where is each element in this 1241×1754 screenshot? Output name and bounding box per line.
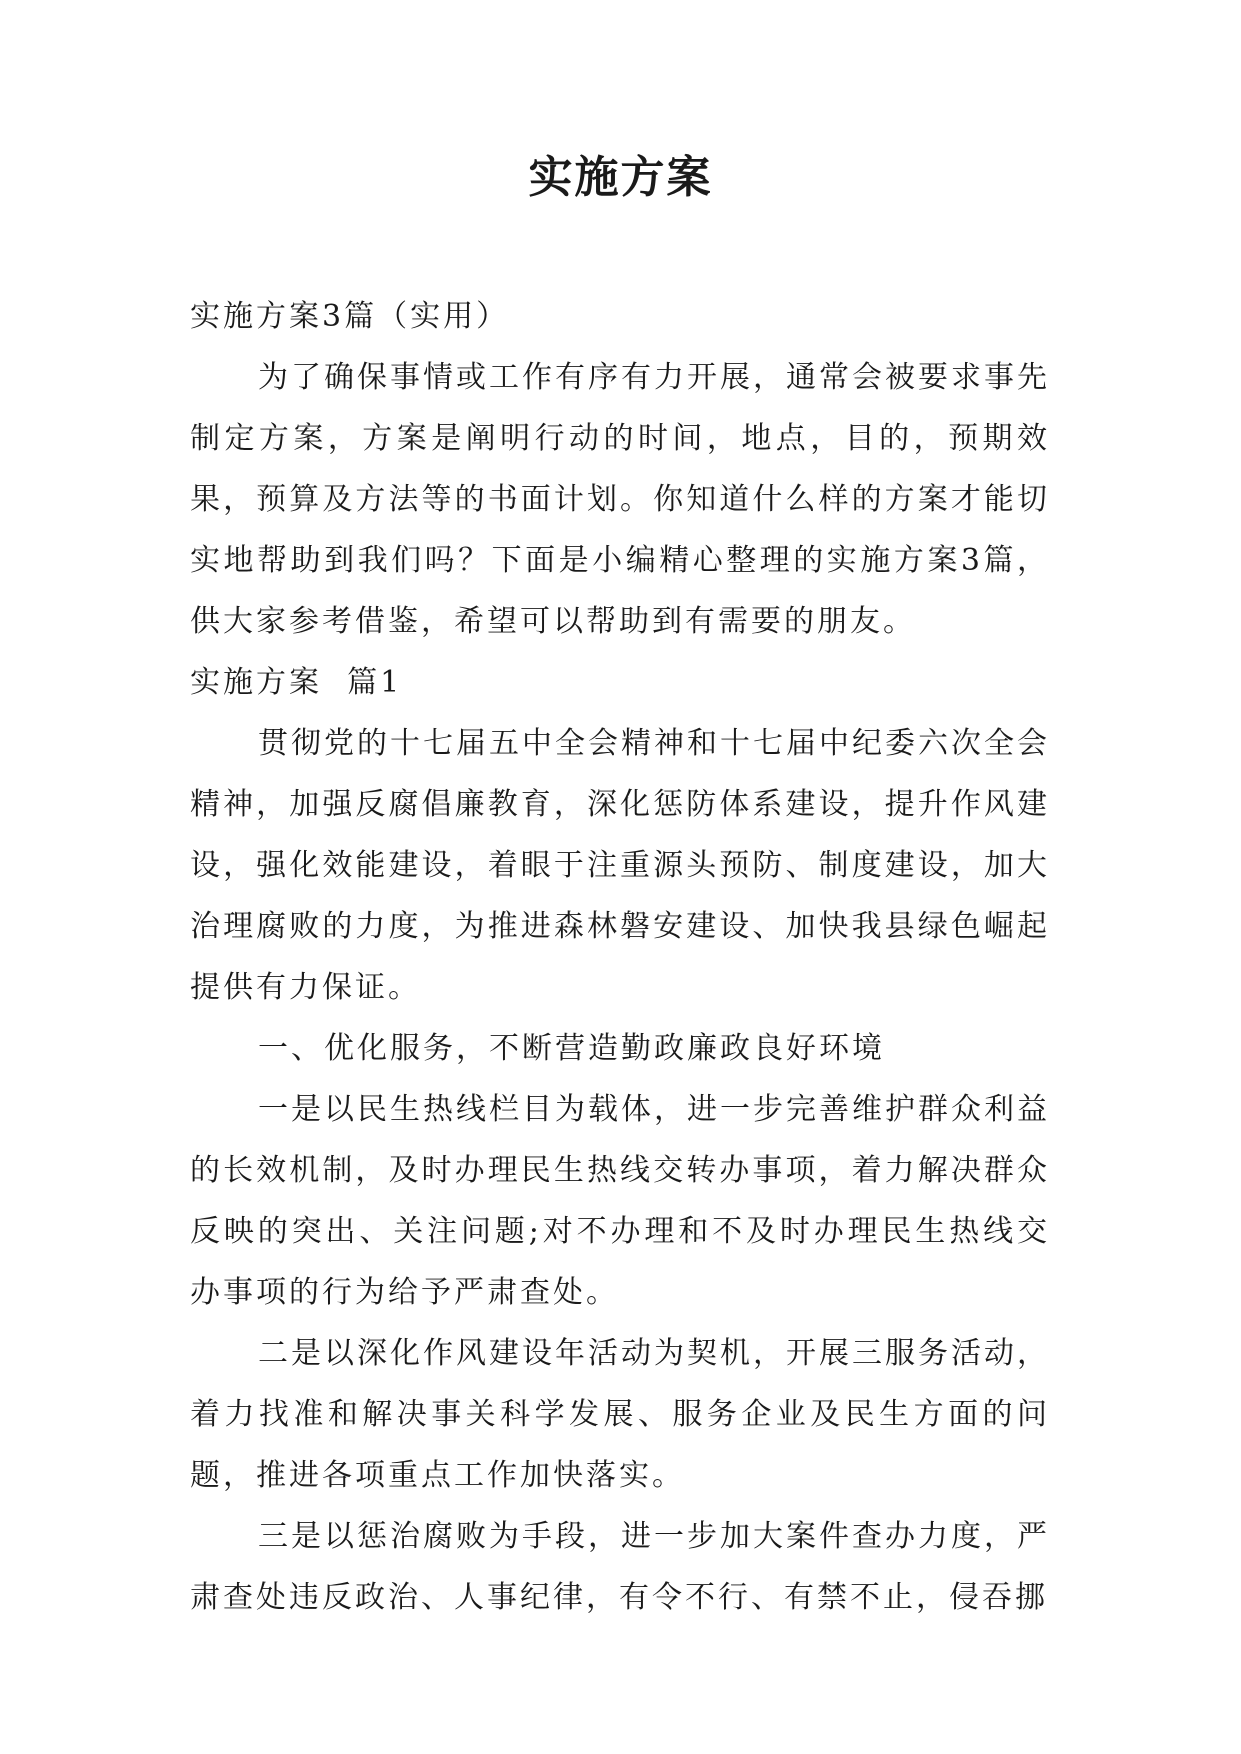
document-title: 实施方案 (528, 152, 713, 203)
subsection-heading: 一、优化服务，不断营造勤政廉政良好环境 (258, 1031, 885, 1066)
section-heading: 实施方案 篇1 (190, 665, 403, 700)
body-paragraph: 贯彻党的十七届五中全会精神和十七届中纪委六次全会精神，加强反腐倡廉教育，深化惩防体系建设，提升作风建设，强化效能建设，着眼于注重源头预防、制度建设，加大治理腐败的力度，为推进森林磐安建设、加快我县绿色崛起提供有力保证。 (190, 726, 1050, 1005)
body-paragraph: 一是以民生热线栏目为载体，进一步完善维护群众利益的长效机制，及时办理民生热线交转办事项，着力解决群众反映的突出、关注问题;对不办理和不及时办理民生热线交办事项的行为给予严肃查处。 (190, 1092, 1050, 1310)
body-paragraph: 二是以深化作风建设年活动为契机，开展三服务活动，着力找准和解决事关科学发展、服务企业及民生方面的问题，推进各项重点工作加快落实。 (190, 1336, 1050, 1493)
intro-paragraph: 为了确保事情或工作有序有力开展，通常会被要求事先制定方案，方案是阐明行动的时间，地点，目的，预期效果，预算及方法等的书面计划。你知道什么样的方案才能切实地帮助到我们吗？下面是小编精心整理的实施方案3篇，供大家参考借鉴，希望可以帮助到有需要的朋友。 (190, 360, 1050, 639)
document-body (190, 286, 1050, 1628)
document-subtitle: 实施方案3篇（实用） (190, 299, 510, 334)
body-paragraph: 三是以惩治腐败为手段，进一步加大案件查办力度，严肃查处违反政治、人事纪律，有令不行、有禁不止，侵吞挪 (190, 1519, 1050, 1615)
